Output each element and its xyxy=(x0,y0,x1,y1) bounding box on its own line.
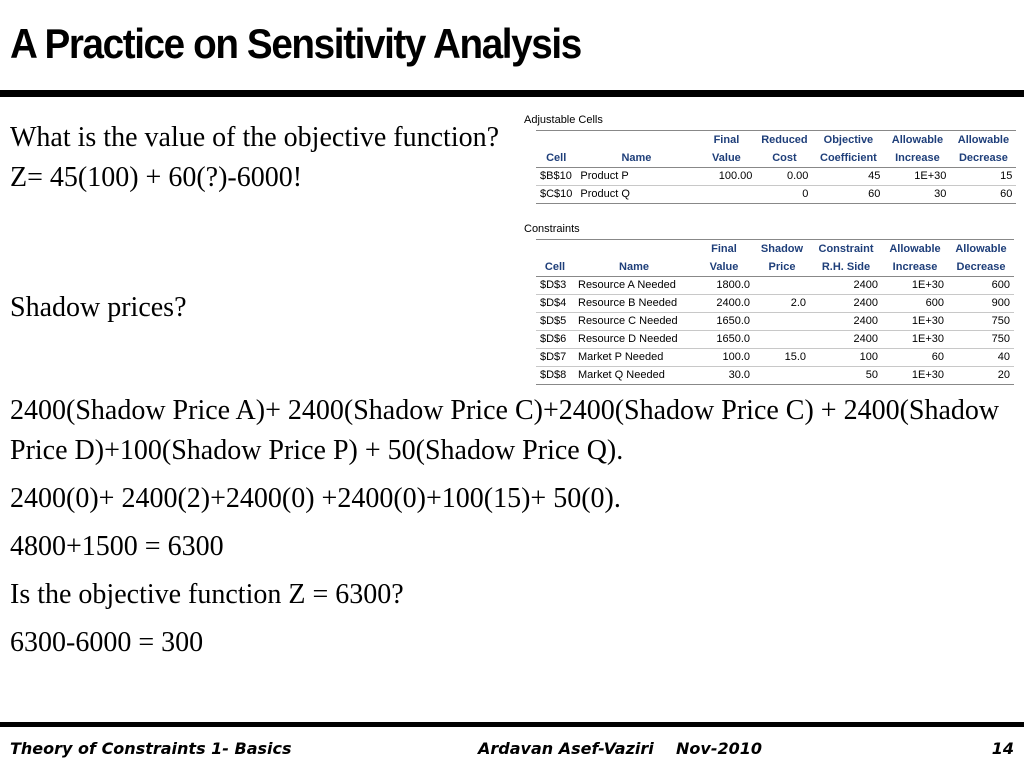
col-header: Cost xyxy=(756,149,812,168)
table-cell: 1800.0 xyxy=(694,277,754,295)
shadow-price-calculation xyxy=(10,391,1010,671)
table-cell: $D$4 xyxy=(536,295,574,313)
table-cell xyxy=(696,186,756,204)
table-cell: $D$5 xyxy=(536,313,574,331)
table-row xyxy=(536,313,1014,331)
table-cell: 1E+30 xyxy=(882,313,948,331)
table-cell: 600 xyxy=(948,277,1014,295)
table-cell: 100.0 xyxy=(694,349,754,367)
table-cell: Resource B Needed xyxy=(574,295,694,313)
col-header: Allowable xyxy=(882,240,948,259)
shadow-price-question: Shadow prices? xyxy=(10,292,187,323)
col-header: Coefficient xyxy=(812,149,884,168)
col-header: Final xyxy=(694,240,754,259)
table-cell: 600 xyxy=(882,295,948,313)
col-header: Final xyxy=(696,131,756,150)
table-cell: 30 xyxy=(884,186,950,204)
table-cell xyxy=(754,277,810,295)
table-cell: 40 xyxy=(948,349,1014,367)
table-cell: 1650.0 xyxy=(694,313,754,331)
table-cell: 1E+30 xyxy=(882,367,948,385)
col-header: Allowable xyxy=(950,131,1016,150)
table-cell: 750 xyxy=(948,313,1014,331)
table-row xyxy=(536,277,1014,295)
table-cell xyxy=(754,313,810,331)
table-cell: 15 xyxy=(950,168,1016,186)
col-header: Increase xyxy=(884,149,950,168)
table-cell: Market P Needed xyxy=(574,349,694,367)
col-header: Value xyxy=(694,258,754,277)
table-cell: Product P xyxy=(576,168,696,186)
table-cell: Resource A Needed xyxy=(574,277,694,295)
table-cell: 900 xyxy=(948,295,1014,313)
table-cell: $B$10 xyxy=(536,168,576,186)
table-cell: 1E+30 xyxy=(884,168,950,186)
col-header: Allowable xyxy=(884,131,950,150)
table-row xyxy=(536,295,1014,313)
col-header xyxy=(536,240,574,259)
page-number: 14 xyxy=(991,739,1014,758)
table-cell: 750 xyxy=(948,331,1014,349)
calc-line: 2400(Shadow Price A)+ 2400(Shadow Price C)+2400(Shadow Price C) + 2400(Shadow Price D)+100(Shadow Price P) + 50(Shadow Price Q). xyxy=(10,395,1000,466)
table-cell: 50 xyxy=(810,367,882,385)
adjustable-cells-table xyxy=(524,114,1016,204)
calc-line: 6300-6000 = 300 xyxy=(10,627,204,658)
col-header: Value xyxy=(696,149,756,168)
col-header xyxy=(536,131,576,150)
table-row xyxy=(536,367,1014,385)
table-cell: Product Q xyxy=(576,186,696,204)
table-cell xyxy=(754,331,810,349)
table-cell: 45 xyxy=(812,168,884,186)
col-header: Shadow xyxy=(754,240,810,259)
table-cell: $D$8 xyxy=(536,367,574,385)
table-cell: 100 xyxy=(810,349,882,367)
bottom-divider xyxy=(0,722,1024,727)
col-header: Allowable xyxy=(948,240,1014,259)
table-cell: 1650.0 xyxy=(694,331,754,349)
table-cell: 2400 xyxy=(810,313,882,331)
table-cell: $D$3 xyxy=(536,277,574,295)
table-cell: 20 xyxy=(948,367,1014,385)
footer-course: Theory of Constraints 1- Basics xyxy=(10,739,292,758)
table-cell: 30.0 xyxy=(694,367,754,385)
table-cell: 0.00 xyxy=(756,168,812,186)
table-cell: 15.0 xyxy=(754,349,810,367)
col-header: R.H. Side xyxy=(810,258,882,277)
table-cell: $D$7 xyxy=(536,349,574,367)
calc-line: Is the objective function Z = 6300? xyxy=(10,579,404,610)
table-cell: 2400 xyxy=(810,277,882,295)
adjustable-cells-caption: Adjustable Cells xyxy=(524,114,603,126)
table-cell xyxy=(754,367,810,385)
footer-author-date: Ardavan Asef-Vaziri Nov-2010 xyxy=(478,739,762,758)
col-header: Price xyxy=(754,258,810,277)
table-cell: Market Q Needed xyxy=(574,367,694,385)
table-cell: 0 xyxy=(756,186,812,204)
page-title: A Practice on Sensitivity Analysis xyxy=(10,20,581,67)
col-header xyxy=(574,240,694,259)
table-row xyxy=(536,331,1014,349)
col-header: Name xyxy=(576,149,696,168)
table-row xyxy=(536,186,1016,204)
top-divider xyxy=(0,90,1024,97)
table-cell: 100.00 xyxy=(696,168,756,186)
table-cell: 1E+30 xyxy=(882,331,948,349)
table-cell: Resource C Needed xyxy=(574,313,694,331)
table-cell: 2400 xyxy=(810,295,882,313)
col-header: Reduced xyxy=(756,131,812,150)
col-header xyxy=(576,131,696,150)
col-header: Decrease xyxy=(948,258,1014,277)
table-cell: 1E+30 xyxy=(882,277,948,295)
table-row xyxy=(536,168,1016,186)
col-header: Cell xyxy=(536,149,576,168)
col-header: Cell xyxy=(536,258,574,277)
table-cell: 2.0 xyxy=(754,295,810,313)
col-header: Objective xyxy=(812,131,884,150)
table-cell: $C$10 xyxy=(536,186,576,204)
objective-question: What is the value of the objective function? Z= 45(100) + 60(?)-6000! xyxy=(10,122,500,193)
col-header: Constraint xyxy=(810,240,882,259)
constraints-caption: Constraints xyxy=(524,223,580,235)
constraints-table xyxy=(524,223,1014,385)
calc-line: 4800+1500 = 6300 xyxy=(10,531,224,562)
col-header: Name xyxy=(574,258,694,277)
table-cell: 2400.0 xyxy=(694,295,754,313)
table-cell: $D$6 xyxy=(536,331,574,349)
col-header: Decrease xyxy=(950,149,1016,168)
table-cell: Resource D Needed xyxy=(574,331,694,349)
table-cell: 60 xyxy=(950,186,1016,204)
table-cell: 60 xyxy=(812,186,884,204)
table-cell: 2400 xyxy=(810,331,882,349)
calc-line: 2400(0)+ 2400(2)+2400(0) +2400(0)+100(15)+ 50(0). xyxy=(10,483,621,514)
col-header: Increase xyxy=(882,258,948,277)
table-row xyxy=(536,349,1014,367)
table-cell: 60 xyxy=(882,349,948,367)
